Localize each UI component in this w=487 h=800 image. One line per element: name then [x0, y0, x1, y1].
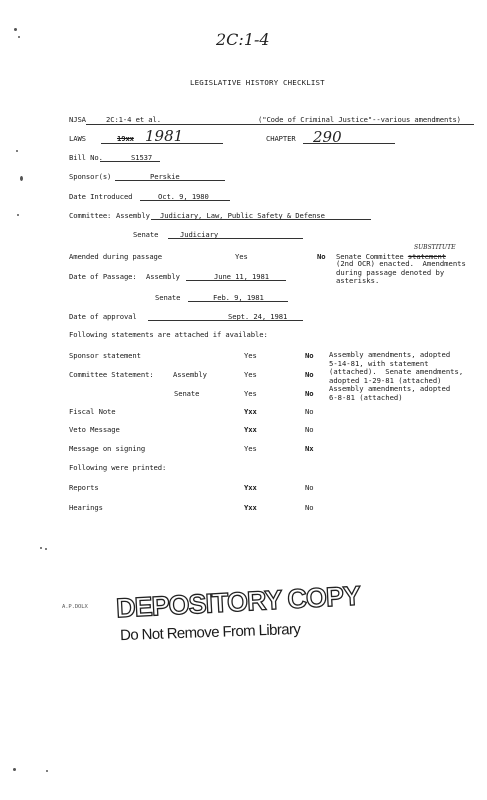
- sponsor-statement-label: Sponsor statement: [69, 351, 141, 360]
- passage-senate-underline: [188, 301, 288, 302]
- senate-note-rest: (2nd OCR) enacted. Amendments during passage denoted by asterisks.: [336, 259, 466, 286]
- reports-yes: Yxx: [244, 483, 257, 492]
- scan-speck: [16, 150, 18, 152]
- scan-speck: [46, 770, 48, 772]
- margin-mark: A.P.DOLX: [62, 604, 88, 610]
- signing-message-label: Message on signing: [69, 444, 146, 453]
- bill-underline: [100, 161, 160, 162]
- hearings-no: No: [305, 503, 314, 512]
- committee-senate-label: Senate: [133, 230, 159, 239]
- passage-assembly-underline: [186, 280, 286, 281]
- sponsor-statement-yes: Yes: [244, 351, 257, 360]
- document-title: LEGISLATIVE HISTORY CHECKLIST: [190, 78, 325, 87]
- scan-speck: [45, 548, 47, 550]
- date-introduced-value: Oct. 9, 1980: [158, 192, 209, 201]
- chapter-number: 290: [313, 128, 342, 146]
- reports-no: No: [305, 483, 314, 492]
- bill-number: S1537: [131, 153, 153, 162]
- signing-message-yes: Yes: [244, 444, 257, 453]
- committee-label: Committee:: [69, 211, 112, 220]
- committee-statement-label: Committee Statement:: [69, 370, 154, 379]
- laws-year: 1981: [145, 127, 184, 145]
- amended-yes: Yes: [235, 252, 248, 261]
- scan-speck: [18, 36, 20, 38]
- committee-senate-underline: [168, 238, 303, 239]
- fiscal-note-no: No: [305, 407, 314, 416]
- veto-message-no: No: [305, 425, 314, 434]
- committee-statement-senate-label: Senate: [174, 389, 200, 398]
- amended-label: Amended during passage: [69, 252, 162, 261]
- fiscal-note-label: Fiscal Note: [69, 407, 116, 416]
- passage-assembly-label: Assembly: [146, 272, 180, 281]
- scan-speck: [13, 768, 16, 771]
- laws-underline: [101, 143, 223, 144]
- bill-label: Bill No.: [69, 153, 103, 162]
- committee-statement-senate-no: No: [305, 389, 314, 398]
- date-introduced-underline: [140, 200, 230, 201]
- scan-speck: [17, 214, 19, 216]
- laws-label: LAWS: [69, 134, 86, 143]
- passage-senate-value: Feb. 9, 1981: [213, 293, 264, 302]
- njsa-label: NJSA: [69, 115, 86, 124]
- approval-label: Date of approval: [69, 312, 137, 321]
- sponsor-label: Sponsor(s): [69, 172, 112, 181]
- hearings-yes: Yxx: [244, 503, 257, 512]
- committee-statement-assembly-no: No: [305, 370, 314, 379]
- fiscal-note-yes: Yxx: [244, 407, 257, 416]
- chapter-label: CHAPTER: [266, 134, 296, 143]
- attached-heading: Following statements are attached if available:: [69, 330, 268, 339]
- hearings-label: Hearings: [69, 503, 103, 512]
- njsa-underline: [86, 124, 474, 125]
- senate-note-struck: statement: [407, 252, 446, 261]
- amendments-note: Assembly amendments, adopted 5-14-81, with statement (attached). Senate amendments, adopted 1-29-81 (attached) Assembly amendments, adopted 6-8-81 (attached): [329, 350, 464, 402]
- veto-message-label: Veto Message: [69, 425, 120, 434]
- handwritten-code: 2C:1-4: [216, 30, 270, 49]
- njsa-description: ("Code of Criminal Justice"--various amendments): [258, 115, 461, 124]
- scan-speck: [20, 176, 23, 181]
- sponsor-underline: [115, 180, 225, 181]
- committee-statement-assembly-label: Assembly: [173, 370, 207, 379]
- veto-message-yes: Yxx: [244, 425, 257, 434]
- senate-note-handwritten: SUBSTITUTE: [414, 244, 456, 251]
- printed-heading: Following were printed:: [69, 463, 167, 472]
- date-introduced-label: Date Introduced: [69, 192, 133, 201]
- depository-stamp-line1: DEPOSITORY COPY: [115, 580, 361, 624]
- senate-note-lead: Senate Committee: [336, 252, 408, 261]
- sponsor-statement-no: No: [305, 351, 314, 360]
- passage-assembly-value: June 11, 1981: [214, 272, 269, 281]
- depository-stamp-line2: Do Not Remove From Library: [119, 620, 301, 645]
- passage-senate-label: Senate: [155, 293, 181, 302]
- laws-struck-year: 19xx: [117, 134, 134, 143]
- committee-assembly-value: Judiciary, Law, Public Safety & Defense: [160, 211, 325, 220]
- signing-message-no: Nx: [305, 444, 314, 453]
- scan-speck: [40, 547, 42, 549]
- scan-speck: [14, 28, 17, 31]
- reports-label: Reports: [69, 483, 99, 492]
- amended-no: No: [317, 252, 326, 261]
- committee-statement-assembly-yes: Yes: [244, 370, 257, 379]
- committee-senate-value: Judiciary: [180, 230, 219, 239]
- committee-assembly-label: Assembly: [116, 211, 150, 220]
- passage-label: Date of Passage:: [69, 272, 137, 281]
- chapter-underline: [303, 143, 395, 144]
- njsa-value: 2C:1-4 et al.: [106, 115, 161, 124]
- committee-assembly-underline: [151, 219, 371, 220]
- approval-value: Sept. 24, 1981: [228, 312, 288, 321]
- sponsor-name: Perskie: [150, 172, 180, 181]
- committee-statement-senate-yes: Yes: [244, 389, 257, 398]
- approval-underline: [148, 320, 303, 321]
